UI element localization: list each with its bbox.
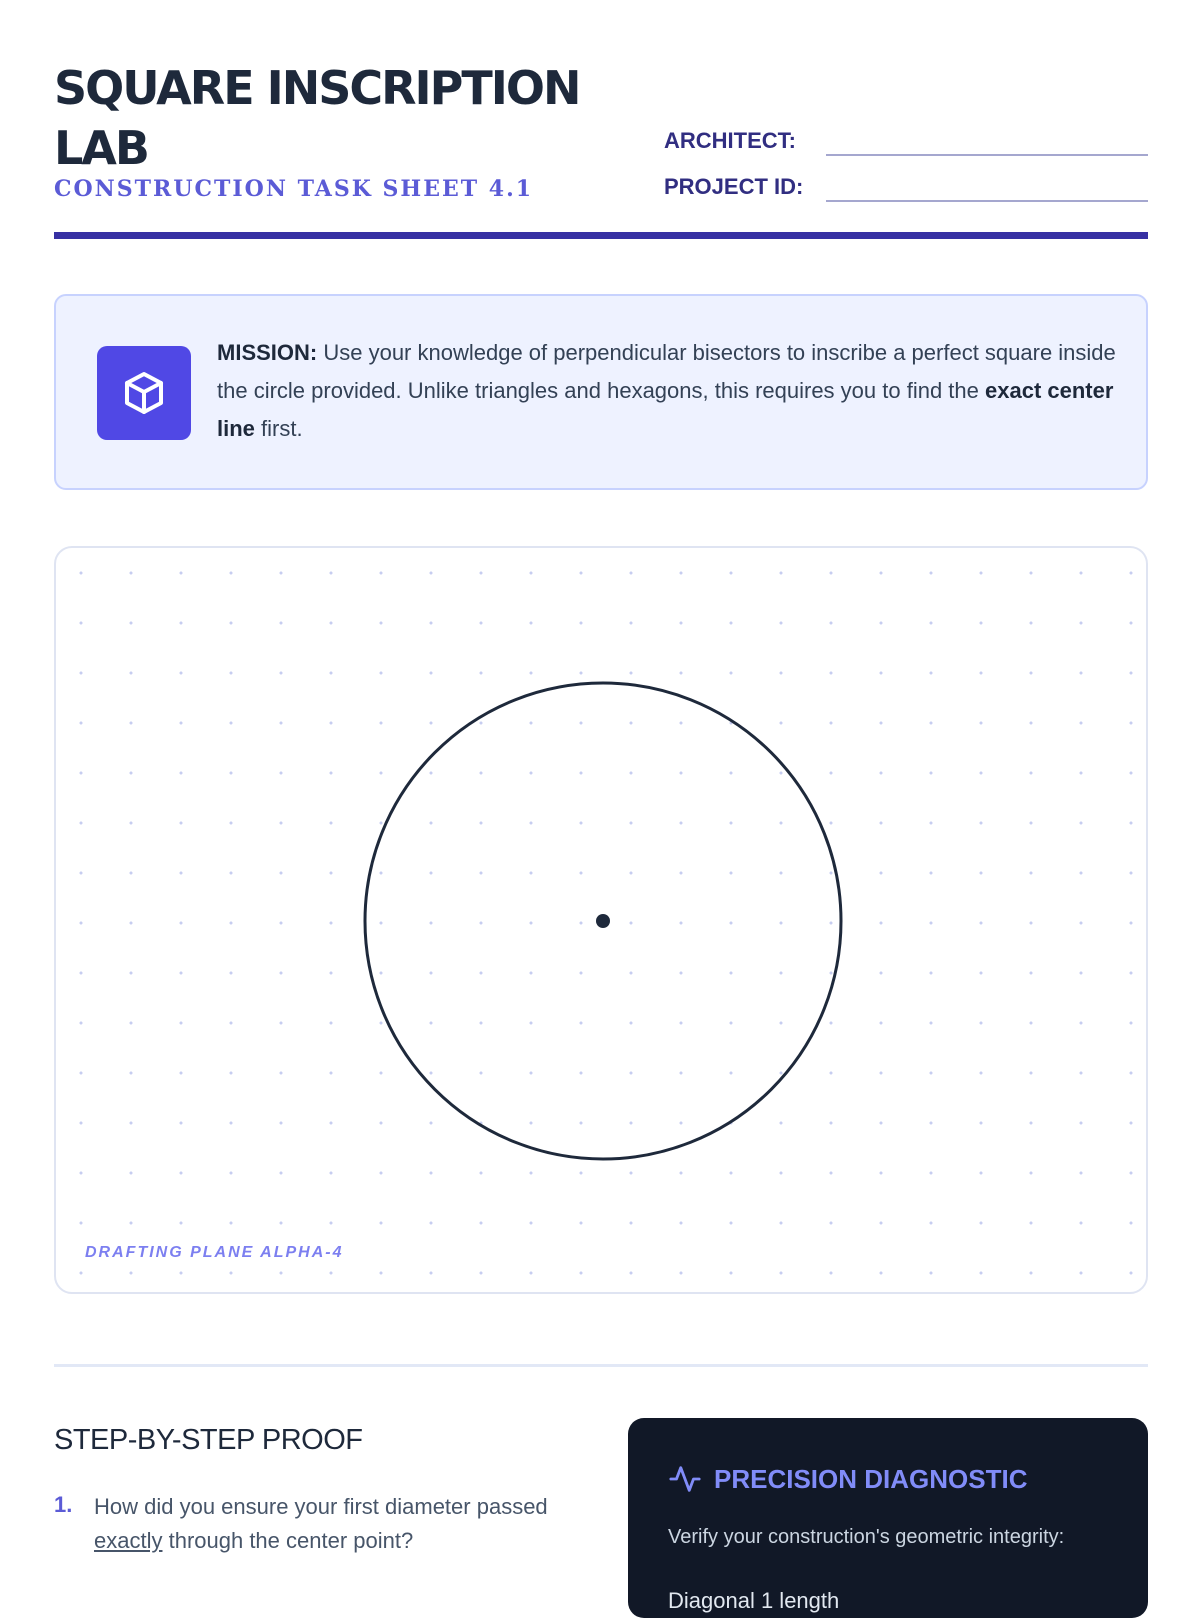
question-text: [94, 1490, 574, 1558]
header: [54, 58, 1148, 242]
drafting-plane[interactable]: [54, 546, 1148, 1294]
question-number: 1.: [54, 1492, 73, 1517]
diagnostic-header: [668, 1462, 1027, 1496]
page-subtitle: CONSTRUCTION TASK SHEET 4.1: [54, 176, 534, 202]
project-id-label: PROJECT ID:: [664, 174, 804, 199]
mission-text-part-2: first.: [254, 416, 303, 441]
precision-diagnostic-panel: [628, 1418, 1148, 1618]
center-point: [596, 914, 610, 928]
question-text-part-1: How did you ensure your first diameter passed: [94, 1494, 548, 1519]
mission-emphasis: exact center line: [217, 378, 1114, 441]
diagnostic-text: Verify your construction's geometric integrity:: [668, 1526, 1065, 1548]
proof-heading: STEP-BY-STEP PROOF: [54, 1424, 363, 1456]
architect-field[interactable]: [826, 154, 1148, 156]
diagnostic-cut-off-text: Diagonal 1 length: [668, 1588, 840, 1613]
drafting-plane-caption: DRAFTING PLANE ALPHA-4: [85, 1244, 344, 1261]
construction-canvas[interactable]: [56, 548, 1150, 1296]
section-divider: [54, 1364, 1148, 1367]
question-underlined-word: exactly: [94, 1528, 163, 1553]
project-id-row: [664, 170, 1148, 204]
mission-box: [54, 294, 1148, 490]
header-rule: [54, 232, 1148, 239]
page-title: SQUARE INSCRIPTION LAB: [54, 61, 580, 175]
project-id-field[interactable]: [826, 200, 1148, 202]
architect-row: [664, 124, 1148, 158]
activity-icon: [668, 1462, 702, 1496]
cube-icon: [97, 346, 191, 440]
question-text-part-2: through the center point?: [162, 1528, 414, 1553]
mission-text-part-1: Use your knowledge of perpendicular bisectors to inscribe a perfect square inside the circle provided. Unlike triangles and hexagons, this requires you to find the: [217, 340, 1116, 403]
mission-label: MISSION:: [217, 340, 318, 365]
architect-label: ARCHITECT:: [664, 128, 796, 153]
diagnostic-title: PRECISION DIAGNOSTIC: [714, 1463, 1028, 1494]
mission-text: [217, 334, 1117, 448]
